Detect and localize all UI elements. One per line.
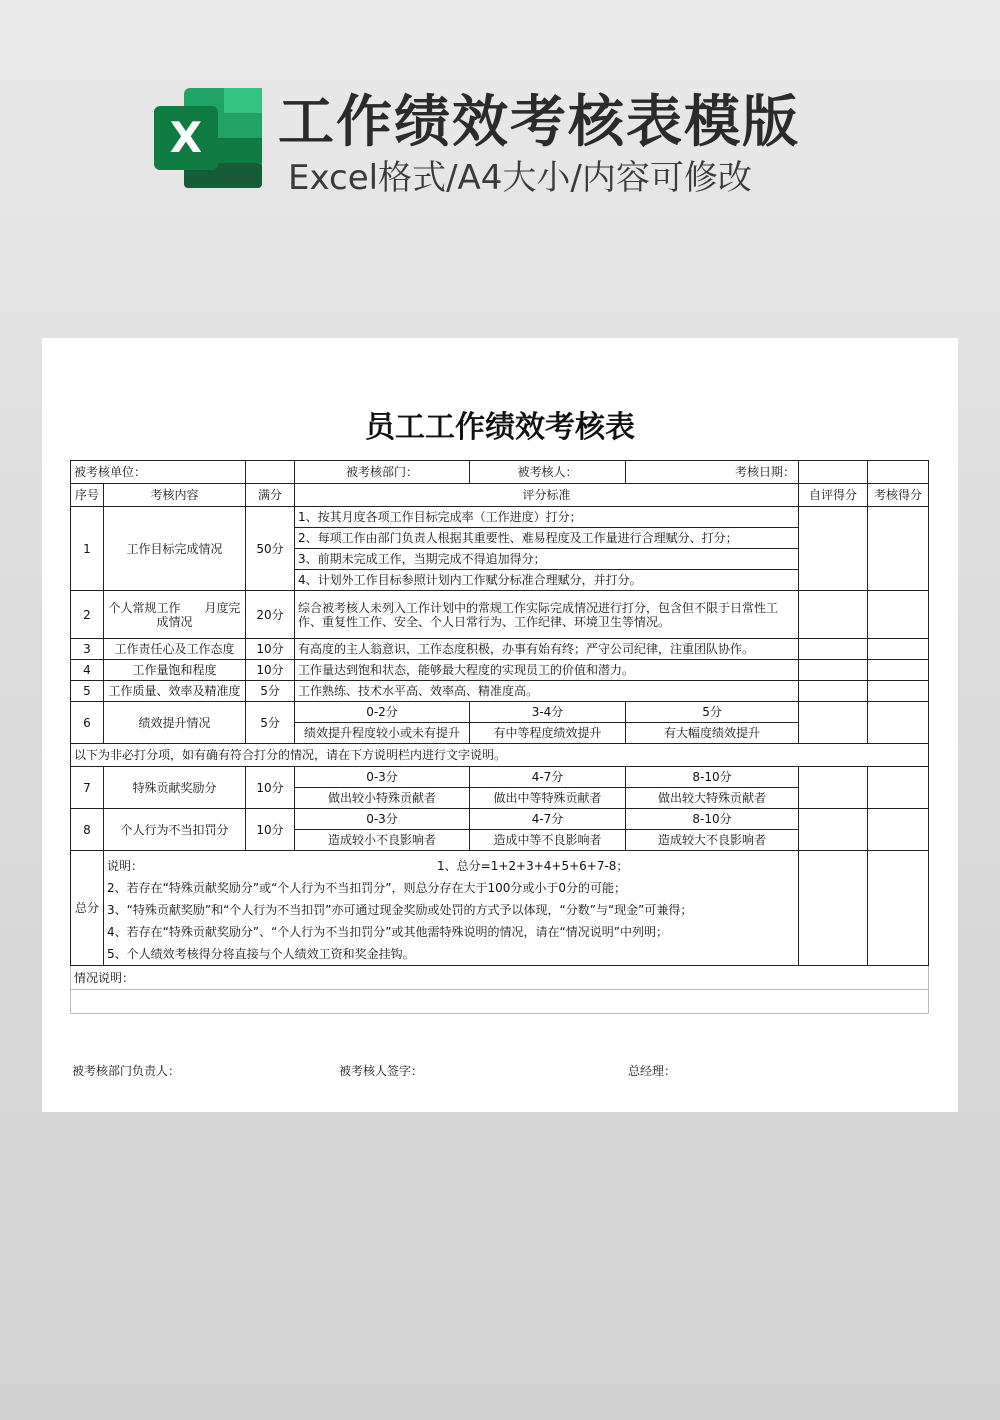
dept-label: 被考核部门： bbox=[295, 461, 470, 484]
level-range: 8-10分 bbox=[626, 809, 799, 830]
table-row bbox=[71, 591, 929, 639]
criteria-text: 工作熟练、技术水平高、效率高、精准度高。 bbox=[295, 681, 799, 702]
criteria-text: 综合被考核人未列入工作计划中的常规工作实际完成情况进行打分，包含但不限于日常性工作、重复性工作、安全、个人日常行为、工作纪律、环境卫生等情况。 bbox=[295, 591, 799, 639]
row-full: 10分 bbox=[246, 767, 295, 809]
footer-dept-head: 被考核部门负责人： bbox=[72, 1064, 181, 1078]
self-score-cell[interactable] bbox=[799, 809, 868, 851]
self-score-cell[interactable] bbox=[799, 681, 868, 702]
level-desc: 做出较小特殊贡献者 bbox=[295, 788, 470, 809]
level-desc: 造成较大不良影响者 bbox=[626, 830, 799, 851]
review-score-cell[interactable] bbox=[868, 809, 929, 851]
evaluation-table bbox=[70, 460, 929, 1014]
level-range: 8-10分 bbox=[626, 767, 799, 788]
row-no: 3 bbox=[71, 639, 104, 660]
self-score-cell[interactable] bbox=[799, 591, 868, 639]
review-score-cell[interactable] bbox=[868, 681, 929, 702]
row-full: 5分 bbox=[246, 681, 295, 702]
situation-input[interactable] bbox=[71, 990, 929, 1014]
row-full: 5分 bbox=[246, 702, 295, 744]
info-row bbox=[71, 461, 929, 484]
level-range: 4-7分 bbox=[470, 809, 626, 830]
level-desc: 有中等程度绩效提升 bbox=[470, 723, 626, 744]
row-content: 个人常规工作 月度完成情况 bbox=[104, 591, 246, 639]
level-range: 0-2分 bbox=[295, 702, 470, 723]
table-row bbox=[71, 681, 929, 702]
document-sheet bbox=[42, 338, 958, 1112]
review-score-cell[interactable] bbox=[868, 507, 929, 591]
criteria-line: 1、按其月度各项工作目标完成率（工作进度）打分； bbox=[295, 507, 799, 528]
criteria-line: 3、前期未完成工作，当期完成不得追加得分； bbox=[295, 549, 799, 570]
optional-note-row bbox=[71, 744, 929, 767]
total-notes-heading: 说明： bbox=[107, 859, 144, 873]
row-no: 8 bbox=[71, 809, 104, 851]
row-no: 2 bbox=[71, 591, 104, 639]
header-no: 序号 bbox=[71, 484, 104, 507]
self-score-cell[interactable] bbox=[799, 660, 868, 681]
criteria-text: 有高度的主人翁意识，工作态度积极，办事有始有终；严守公司纪律，注重团队协作。 bbox=[295, 639, 799, 660]
review-score-cell[interactable] bbox=[868, 591, 929, 639]
row-no: 6 bbox=[71, 702, 104, 744]
table-row bbox=[71, 767, 929, 788]
level-desc: 做出较大特殊贡献者 bbox=[626, 788, 799, 809]
header-score: 考核得分 bbox=[868, 484, 929, 507]
row-no: 7 bbox=[71, 767, 104, 809]
excel-icon bbox=[154, 88, 264, 188]
criteria-text: 工作量达到饱和状态，能够最大程度的实现员工的价值和潜力。 bbox=[295, 660, 799, 681]
level-desc: 造成较小不良影响者 bbox=[295, 830, 470, 851]
review-score-cell[interactable] bbox=[868, 851, 929, 966]
row-content: 绩效提升情况 bbox=[104, 702, 246, 744]
review-score-cell[interactable] bbox=[868, 639, 929, 660]
level-range: 0-3分 bbox=[295, 809, 470, 830]
date-value[interactable] bbox=[799, 461, 868, 484]
total-notes-line: 3、“特殊贡献奖励”和“个人行为不当扣罚”亦可通过现金奖励或处罚的方式予以体现，“分数”与“现金”可兼得； bbox=[107, 903, 693, 917]
row-no: 4 bbox=[71, 660, 104, 681]
footer-gm: 总经理： bbox=[628, 1064, 677, 1078]
total-notes-line: 5、个人绩效考核得分将直接与个人绩效工资和奖金挂钩。 bbox=[107, 947, 415, 961]
situation-row bbox=[71, 966, 929, 990]
row-full: 10分 bbox=[246, 639, 295, 660]
table-row bbox=[71, 507, 929, 528]
situation-input-row bbox=[71, 990, 929, 1014]
header-self: 自评得分 bbox=[799, 484, 868, 507]
row-content: 工作量饱和程度 bbox=[104, 660, 246, 681]
total-label: 总分 bbox=[71, 851, 104, 966]
total-notes-line: 2、若存在“特殊贡献奖励分”或“个人行为不当扣罚分”，则总分存在大于100分或小于0分的可能； bbox=[107, 881, 627, 895]
total-notes-line: 1、总分=1+2+3+4+5+6+7-8； bbox=[437, 859, 629, 873]
self-score-cell[interactable] bbox=[799, 851, 868, 966]
review-score-cell[interactable] bbox=[868, 702, 929, 744]
level-desc: 做出中等特殊贡献者 bbox=[470, 788, 626, 809]
self-score-cell[interactable] bbox=[799, 507, 868, 591]
header-row bbox=[71, 484, 929, 507]
unit-label: 被考核单位： bbox=[71, 461, 246, 484]
row-content: 工作质量、效率及精准度 bbox=[104, 681, 246, 702]
row-content: 特殊贡献奖励分 bbox=[104, 767, 246, 809]
row-content: 个人行为不当扣罚分 bbox=[104, 809, 246, 851]
banner-title: 工作绩效考核表模版 bbox=[278, 90, 800, 155]
row-content: 工作责任心及工作态度 bbox=[104, 639, 246, 660]
self-score-cell[interactable] bbox=[799, 767, 868, 809]
row-full: 10分 bbox=[246, 809, 295, 851]
total-notes-line: 4、若存在“特殊贡献奖励分”、“个人行为不当扣罚分”或其他需特殊说明的情况，请在“情况说明”中列明； bbox=[107, 925, 668, 939]
level-desc: 绩效提升程度较小或未有提升 bbox=[295, 723, 470, 744]
total-row bbox=[71, 851, 929, 966]
review-score-cell[interactable] bbox=[868, 660, 929, 681]
level-range: 5分 bbox=[626, 702, 799, 723]
banner bbox=[150, 78, 870, 198]
header-criteria: 评分标准 bbox=[295, 484, 799, 507]
document-title: 员工工作绩效考核表 bbox=[365, 410, 635, 445]
level-desc: 造成中等不良影响者 bbox=[470, 830, 626, 851]
row-full: 20分 bbox=[246, 591, 295, 639]
level-range: 0-3分 bbox=[295, 767, 470, 788]
criteria-line: 2、每项工作由部门负责人根据其重要性、难易程度及工作量进行合理赋分、打分； bbox=[295, 528, 799, 549]
self-score-cell[interactable] bbox=[799, 702, 868, 744]
level-range: 4-7分 bbox=[470, 767, 626, 788]
row-no: 5 bbox=[71, 681, 104, 702]
level-range: 3-4分 bbox=[470, 702, 626, 723]
total-notes bbox=[104, 851, 799, 966]
level-desc: 有大幅度绩效提升 bbox=[626, 723, 799, 744]
review-score-cell[interactable] bbox=[868, 767, 929, 809]
table-row bbox=[71, 809, 929, 830]
situation-label: 情况说明： bbox=[71, 966, 929, 990]
table-row bbox=[71, 702, 929, 723]
row-no: 1 bbox=[71, 507, 104, 591]
row-content: 工作目标完成情况 bbox=[104, 507, 246, 591]
info-extra bbox=[868, 461, 929, 484]
criteria-line: 4、计划外工作目标参照计划内工作赋分标准合理赋分，并打分。 bbox=[295, 570, 799, 591]
row-full: 10分 bbox=[246, 660, 295, 681]
svg-text:X: X bbox=[169, 113, 203, 162]
date-label: 考核日期： bbox=[626, 461, 799, 484]
self-score-cell[interactable] bbox=[799, 639, 868, 660]
optional-note: 以下为非必打分项，如有确有符合打分的情况，请在下方说明栏内进行文字说明。 bbox=[71, 744, 929, 767]
table-row bbox=[71, 660, 929, 681]
banner-subtitle: Excel格式/A4大小/内容可修改 bbox=[288, 158, 752, 198]
row-full: 50分 bbox=[246, 507, 295, 591]
header-full: 满分 bbox=[246, 484, 295, 507]
footer-sign: 被考核人签字： bbox=[339, 1064, 424, 1078]
header-content: 考核内容 bbox=[104, 484, 246, 507]
table-row bbox=[71, 639, 929, 660]
person-label: 被考核人： bbox=[470, 461, 626, 484]
unit-value[interactable] bbox=[246, 461, 295, 484]
total-notes-first bbox=[107, 855, 795, 877]
